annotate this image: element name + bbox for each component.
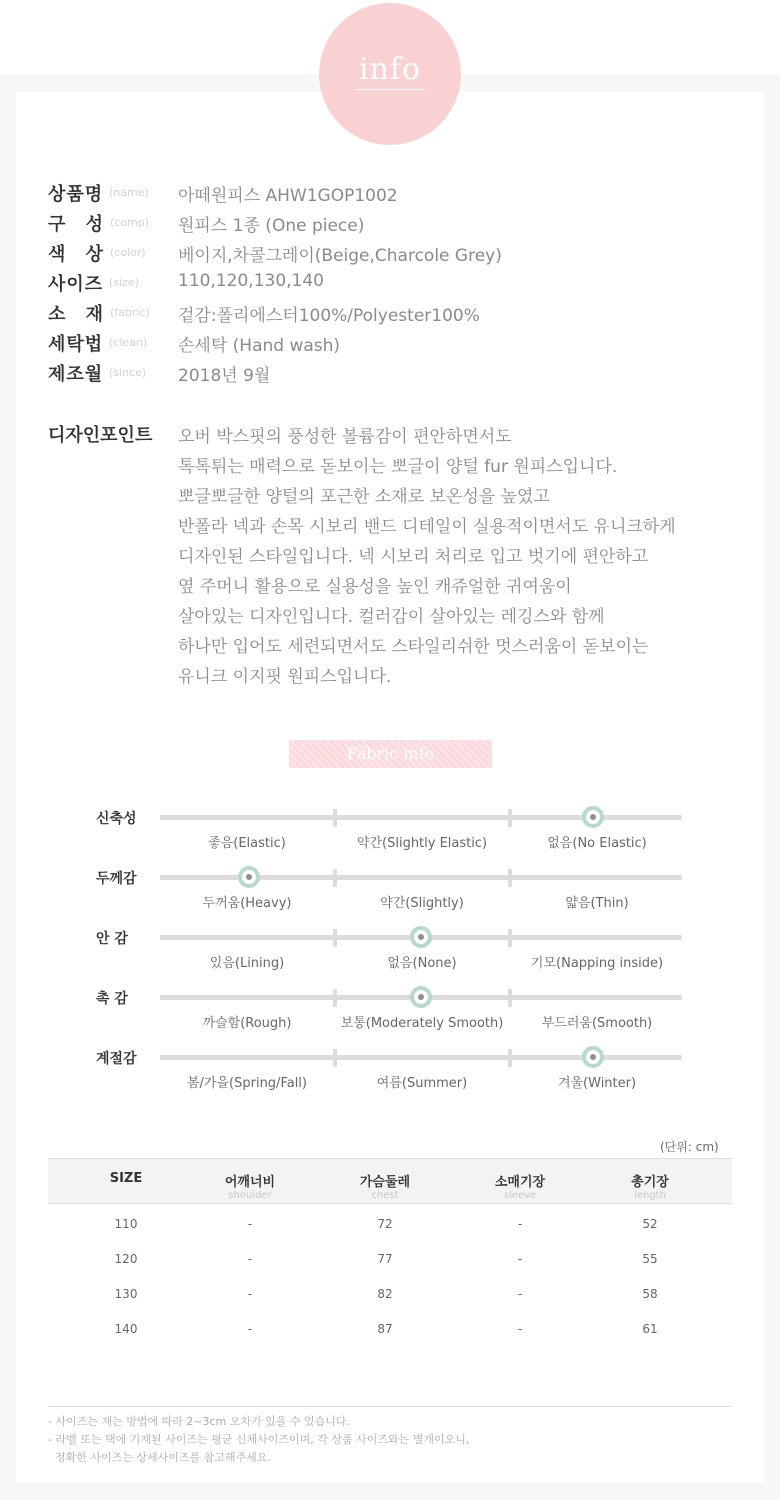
fabric-attr-label: 두께감 xyxy=(96,871,137,887)
fabric-attr-label: 안 감 xyxy=(96,931,128,947)
spec-label: 소 재 xyxy=(48,304,105,325)
fabric-attr-tick xyxy=(508,929,512,947)
spec-label: 세탁법 xyxy=(48,334,104,355)
fabric-attr-option: 없음(No Elastic) xyxy=(547,836,647,851)
fabric-attr-tick xyxy=(333,869,337,887)
fabric-attr-option: 약간(Slightly Elastic) xyxy=(356,836,488,851)
size-table-cell: - xyxy=(517,1217,523,1231)
size-table-cell: 77 xyxy=(377,1252,393,1266)
fabric-attr-tick xyxy=(333,809,337,827)
info-badge-underline xyxy=(355,89,425,90)
header-label: 어깨너비 xyxy=(224,1175,276,1190)
fabric-attr-tick xyxy=(508,989,512,1007)
fabric-attr-tick xyxy=(508,809,512,827)
note-line: - 라벨 또는 택에 기재된 사이즈는 평균 신체사이즈이며, 각 상품 사이즈와는 별개이오니, xyxy=(48,1433,470,1446)
size-table-cell: 110 xyxy=(114,1217,138,1231)
size-table-cell: - xyxy=(247,1322,253,1336)
fabric-attr-option: 좋음(Elastic) xyxy=(208,836,286,851)
header-label: 총기장 xyxy=(631,1175,669,1190)
spec-sub: (color) xyxy=(110,246,146,259)
design-point-line: 디자인된 스타일입니다. 넥 시보리 처리로 입고 벗기에 편안하고 xyxy=(178,547,649,567)
spec-sub: (size) xyxy=(109,276,139,289)
header-label: 소매기장 xyxy=(494,1175,546,1190)
spec-label: 제조월 xyxy=(48,364,104,385)
spec-value: 아떼원피스 AHW1GOP1002 xyxy=(178,186,398,206)
fabric-info-title: Fabric info xyxy=(289,740,492,768)
spec-label: 색 상 xyxy=(48,244,105,265)
size-table-cell: 72 xyxy=(377,1217,393,1231)
spec-sub: (since) xyxy=(109,366,147,379)
fabric-attr-tick xyxy=(333,989,337,1007)
size-table-header xyxy=(48,1158,732,1204)
size-table-cell: - xyxy=(517,1322,523,1336)
header-label: SIZE xyxy=(109,1171,143,1186)
header-size xyxy=(56,1159,196,1186)
spec-value: 2018년 9월 xyxy=(178,366,271,386)
design-point-line: 오버 박스핏의 풍성한 볼륨감이 편안하면서도 xyxy=(178,427,512,447)
spec-label: 구 성 xyxy=(48,214,105,235)
size-table-cell: 61 xyxy=(642,1322,658,1336)
header-length xyxy=(580,1159,720,1201)
header-sleeve xyxy=(450,1159,590,1201)
fabric-attr-label: 촉 감 xyxy=(96,991,128,1007)
header-chest xyxy=(315,1159,455,1201)
size-table-cell: 82 xyxy=(377,1287,393,1301)
spec-sub: (name) xyxy=(109,186,149,199)
size-table-cell: - xyxy=(247,1287,253,1301)
design-point-line: 반폴라 넥과 손목 시보리 밴드 디테일이 실용적이면서도 유니크하게 xyxy=(178,517,676,537)
fabric-attr-tick xyxy=(333,929,337,947)
header-sub: sleeve xyxy=(503,1190,537,1201)
fabric-attr-option: 겨울(Winter) xyxy=(557,1076,637,1091)
size-table-cell: 58 xyxy=(642,1287,658,1301)
design-point-line: 옆 주머니 활용으로 실용성을 높인 캐쥬얼한 귀여움이 xyxy=(178,577,572,597)
design-point-label: 디자인포인트 xyxy=(48,425,153,446)
fabric-attr-option: 약간(Slightly) xyxy=(380,896,464,911)
note-line: - 사이즈는 재는 방법에 따라 2~3cm 오차가 있을 수 있습니다. xyxy=(48,1415,351,1428)
spec-value: 겉감:폴리에스터100%/Polyester100% xyxy=(178,306,480,326)
fabric-attr-option: 부드러움(Smooth) xyxy=(541,1016,653,1031)
fabric-attr-option: 봄/가을(Spring/Fall) xyxy=(186,1076,307,1091)
header-sub: length xyxy=(634,1190,666,1201)
spec-label: 사이즈 xyxy=(48,274,104,295)
fabric-attr-indicator xyxy=(582,1046,604,1068)
header-shoulder xyxy=(180,1159,320,1201)
fabric-attr-indicator xyxy=(582,806,604,828)
fabric-attr-tick xyxy=(333,1049,337,1067)
spec-sub: (fabric) xyxy=(110,306,150,319)
fabric-attr-option: 얇음(Thin) xyxy=(565,896,629,911)
fabric-attr-label: 계절감 xyxy=(96,1051,137,1067)
size-table-cell: - xyxy=(517,1252,523,1266)
info-badge-text: info xyxy=(358,52,422,87)
design-point-line: 유니크 이지핏 원피스입니다. xyxy=(178,667,392,687)
design-point-line: 톡톡튀는 매력으로 돋보이는 뽀글이 양털 fur 원피스입니다. xyxy=(178,457,618,477)
spec-sub: (clean) xyxy=(109,336,148,349)
size-table-cell: 130 xyxy=(114,1287,138,1301)
fabric-attr-tick xyxy=(508,1049,512,1067)
header-label: 가슴둘레 xyxy=(359,1175,411,1190)
fabric-attr-option: 까슬함(Rough) xyxy=(202,1016,292,1031)
spec-value: 손세탁 (Hand wash) xyxy=(178,336,341,356)
unit-label: (단위: cm) xyxy=(660,1140,719,1154)
fabric-attr-label: 신축성 xyxy=(96,811,137,827)
spec-value: 베이지,차콜그레이(Beige,Charcole Grey) xyxy=(178,246,502,266)
size-table-cell: - xyxy=(247,1252,253,1266)
header-sub: chest xyxy=(371,1190,399,1201)
fabric-attr-option: 여름(Summer) xyxy=(376,1076,468,1091)
design-point-line: 뽀글뽀글한 양털의 포근한 소재로 보온성을 높였고 xyxy=(178,487,550,507)
fabric-attr-option: 보통(Moderately Smooth) xyxy=(340,1016,504,1031)
fabric-attr-indicator xyxy=(238,866,260,888)
fabric-attr-option: 없음(None) xyxy=(387,956,457,971)
note-line: 정확한 사이즈는 상세사이즈를 참고해주세요. xyxy=(48,1451,271,1464)
spec-sub: (comp) xyxy=(110,216,150,229)
fabric-attr-option: 두꺼움(Heavy) xyxy=(202,896,292,911)
size-table-cell: 140 xyxy=(114,1322,138,1336)
notes-divider xyxy=(48,1406,732,1407)
spec-label: 상품명 xyxy=(48,184,104,205)
spec-value: 110,120,130,140 xyxy=(178,271,325,291)
spec-value: 원피스 1종 (One piece) xyxy=(178,216,365,236)
fabric-attr-indicator xyxy=(410,986,432,1008)
design-point-line: 살아있는 디자인입니다. 컬러감이 살아있는 레깅스와 함께 xyxy=(178,607,605,627)
design-point-line: 하나만 입어도 세련되면서도 스타일리쉬한 멋스러움이 돋보이는 xyxy=(178,637,649,657)
size-table-cell: 52 xyxy=(642,1217,658,1231)
fabric-attr-tick xyxy=(508,869,512,887)
fabric-attr-indicator xyxy=(410,926,432,948)
size-table-cell: 120 xyxy=(114,1252,138,1266)
size-table-cell: 55 xyxy=(642,1252,658,1266)
size-table-cell: 87 xyxy=(377,1322,393,1336)
size-table-cell: - xyxy=(247,1217,253,1231)
size-table-cell: - xyxy=(517,1287,523,1301)
header-sub: shoulder xyxy=(228,1190,272,1201)
fabric-attr-option: 있음(Lining) xyxy=(209,956,285,971)
fabric-attr-option: 기모(Napping inside) xyxy=(530,956,664,971)
